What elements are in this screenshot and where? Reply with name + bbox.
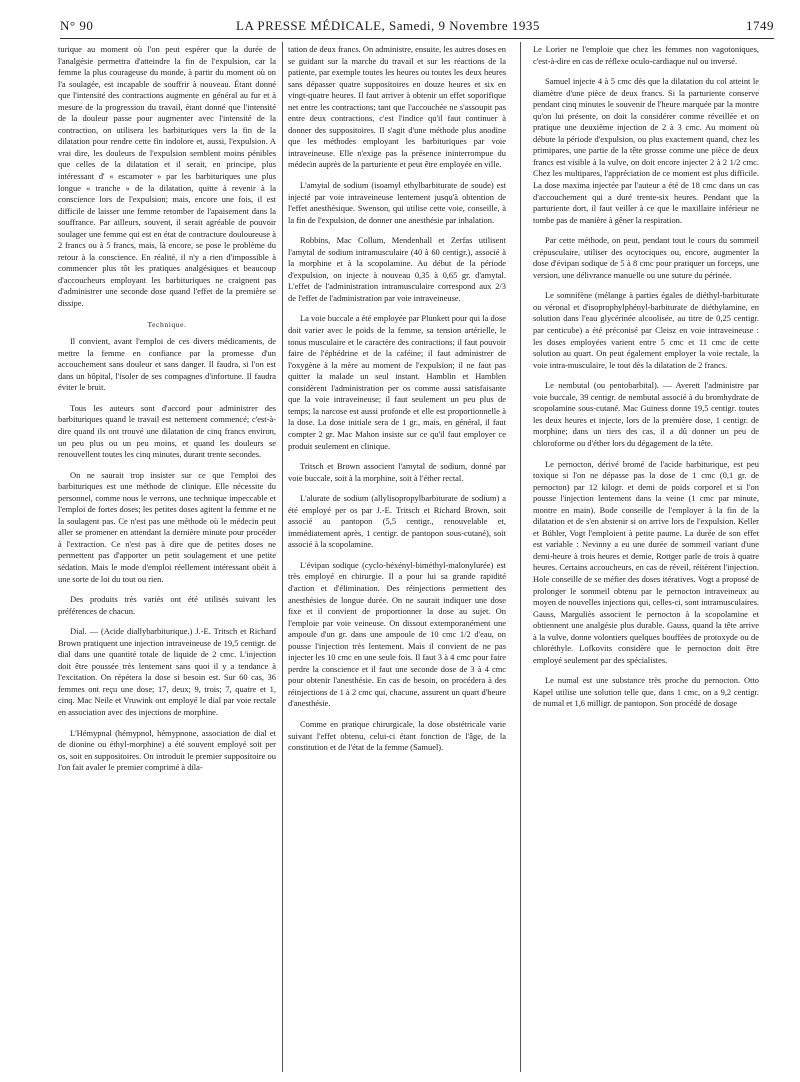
paragraph: La voie buccale a été employée par Plunkett pour qui la dose doit varier avec le poids de la femme, sa tension artérielle, le tonus musculaire et le caractère des contractions; il faut pouvoir faire de l'éphédrine et de la caféine; il faut administrer de l'oxygène à la mère au moment de l'expulsion; il ne faut pas quitter la malade un seul instant. Hamblin et Hamblen considèrent l'administration per os comme aussi satisfaisante que la voie intraveineuse; il faut seulement un peu plus de temps; la narcose est aussi profonde et elle est proportionnelle à la dose. La dose initiale sera de 1 gr., mais, en général, il faut compter 2 gr. Mac Mahon insiste sur ce qu'il faut employer ce produit seulement en clinique. — [288, 313, 506, 451]
paragraph: Le somnifène (mélange à parties égales de diéthyl-barbiturate ou véronal et d'isoprophylphényl-barbiturate de diéthylamine, en solution dans l'eau glycérinée alcoolisée, au titre de 0,25 centigr. par centicube) a été préconisé par Cleisz en voie intraveineuse : les doses employées varient entre 5 cmc et 11 cmc de cette solution au quart. On peut également employer la voie rectale, la voie intra-musculaire, le tout dès la dilatation de 2 francs. — [533, 290, 759, 370]
paragraph: Tritsch et Brown associent l'amytal de sodium, donné par voie buccale, soit à la morphine, soit à l'éther rectal. — [288, 461, 506, 483]
paragraph: Robbins, Mac Collum, Mendenhall et Zerfas utilisent l'amytal de sodium intramusculaire (40 à 60 centigr.), associé à la morphine et à la scopolamine. Au début de la période d'expulsion, on injecte à nouveau 0,35 à 0,65 gr. d'amytal. L'effet de l'administration intramusculaire correspond aux 2/3 de l'effet de l'administration par voie intraveineuse. — [288, 235, 506, 303]
paragraph: On ne saurait trop insister sur ce que l'emploi des barbituriques est une méthode de clinique. Elle nécessite du personnel, comme nous le verrons, une technique impeccable et l'emploi de fortes doses; les petites doses agitent la femme et ne la soulagent pas. Ce n'est pas une méthode où le médecin peut aller se promener en attendant la dernière minute pour procéder à l'extraction. Ce n'est pas à dire que de petites doses ne permettent pas d'apporter un petit soulagement et une petite sédation. Mais le mode d'emploi réellement intéressant obéit à une sorte de loi du tout ou rien. — [58, 469, 276, 584]
header-rule — [60, 38, 774, 39]
paragraph: Le Lorier ne l'emploie que chez les femmes non vagotoniques, c'est-à-dire en cas de réflexe oculo-cardiaque nul ou inversé. — [533, 44, 759, 66]
paragraph: Comme en pratique chirurgicale, la dose obstétricale varie suivant l'effet obtenu, celui-ci étant fonction de l'âge, de la constitution et de l'état de la femme (Samuel). — [288, 718, 506, 753]
journal-title: LA PRESSE MÉDICALE, Samedi, 9 Novembre 1935 — [236, 18, 540, 33]
page-number: 1749 — [746, 18, 774, 33]
paragraph: Par cette méthode, on peut, pendant tout le cours du sommeil crépusculaire, utiliser des ocytociques ou, encore, augmenter la dose d'évipan sodique de 5 à 8 cmc pour pratiquer un forceps, une version, une délivrance manuelle ou une suture du périnée. — [533, 235, 759, 280]
paragraph: Des produits très variés ont été utilisés suivant les préférences de chacun. — [58, 594, 276, 616]
text-column-1 — [58, 44, 276, 783]
paragraph: Le pernocton, dérivé bromé de l'acide barbiturique, est peu toxique si l'on ne dépasse pas la dose de 1 cmc (0,1 gr. de pernocton) par 12 kilogr. et demi de poids corporel et si l'on pousse l'injection lentement dans la veine (1 cmc par minute, montre en main). Bode conseille de l'employer à la fin de la dilatation et de s'en abstenir si on arrive lors de l'expulsion. Keller et Bühler, Vogt l'emploient à petite paume. La durée de son effet est variable : Nevinny a eu une durée de sommeil variant d'une demi-heure à trois heures et demie, Rottger parle de trois à quatre heures. Certains accoucheurs, en cas de réveil, réitèrent l'injection. Hole conseille de se méfier des doses itératives. Vogt a proposé de prolonger le sommeil obtenu par le pernocton intraveineux au moyen de nouvelles injections qui, celles-ci, sont intramusculaires. Gauss, Marguliès associent le pernocton à la scopolamine et obtiennent une analgésie plus durable. Gauss, quand la tête arrive à la vulve, donne volontiers quelques bouffées de protoxyde ou de chloréthyle. Lofkovits considère que le pernocton doit être employé seulement par des spécialistes. — [533, 458, 759, 665]
page-header — [60, 18, 774, 34]
paragraph: L'alurate de sodium (allylisopropylbarbiturate de sodium) a été employé per os par J.-E. Tritsch et Richard Brown, soit associé au pantopon (5,5 centigr., renouvelable et, immédiatement après, 1 centigr. de pantopon sous-cutané), soit associé à la scopolamine. — [288, 493, 506, 550]
paragraph: Samuel injecte 4 à 5 cmc dès que la dilatation du col atteint le diamètre d'une pièce de deux francs. Si la parturiente conserve pendant cinq minutes le souvenir de l'heure marquée par la montre qu'on lui présente, on doit la considérer comme réveillée et on pratique une deuxième injection de 2 à 3 cmc. Au moment où débute la période d'expulsion, ou plus exactement quand, chez les primipares, une partie de la tête grosse comme une pièce de deux francs est visible à la vulve, on doit encore injecter 2 à 2 1/2 cmc. Chez les multipares, l'appréciation de ce moment est plus difficile. La dose maxima injectée par l'auteur a été de 18 cmc dans un cas d'accouchement qui a duré trente-six heures. Pendant que la parturiente dort, il faut veiller à ce que le maxillaire inférieur ne tombe pas de manière à gêner la respiration. — [533, 76, 759, 225]
paragraph: Dial. — (Acide diallybarbiturique.) J.-E. Tritsch et Richard Brown pratiquent une injection intraveineuse de 19,5 centigr. de dial dans une quantité totale de liquide de 2 cmc. L'injection doit être poussée très lentement sans quoi il y a tendance à l'excitation. On répétera la dose si besoin est. Sur 60 cas, 36 femmes ont reçu une dose; 17, deux; 9, trois; 7, quatre et 1, cinq. Mac Neile et Vruwink ont employé le dial par voie rectale en association avec des injections de morphine. — [58, 626, 276, 717]
paragraph: tation de deux francs. On administre, ensuite, les autres doses en se guidant sur la marche du travail et sur les réactions de la patiente, par exemple toutes les heures ou toutes les deux heures sans dépasser quatre suppositoires en douze heures et six en vingt-quatre heures. Il faut arriver à obtenir un effet soporifique net entre les contractions; tant que l'accouchée ne s'assoupit pas entre deux contractions, c'est l'indice qu'il faut continuer à donner des suppositoires. Il s'agit d'une méthode plus anodine que les méthodes employant les barbituriques par voie intraveineuse. Elle n'exige pas la présence ininterrompue du médecin auprès de la parturiente et peut être employée en ville. — [288, 44, 506, 170]
paragraph: Le numal est une substance très proche du pernocton. Otto Kapel utilise une solution telle que, dans 1 cmc, on a 9,2 centigr. de numal et 1,6 milligr. de pantopon. Son procédé de dosage — [533, 675, 759, 709]
column-divider — [282, 42, 283, 1072]
paragraph: Il convient, avant l'emploi de ces divers médicaments, de mettre la femme en confiance par la promesse d'un accouchement sans douleur et sans danger. Il faudra, si l'on est dans un hôpital, l'isoler de ses compagnes d'infortune. Il faudra éviter le bruit. — [58, 336, 276, 393]
paragraph: turique au moment où l'on peut espérer que la durée de l'analgésie permettra d'atteindre la fin de l'expulsion, car la femme la plus courageuse du monde, à partir du moment où on l'a soulagée, est incapable de souffrir à nouveau. Étant donné que l'intensité des contractions augmente en général au fur et à mesure de la progression du travail, étant donné que l'intensité de la douleur passe pour augmenter avec l'intensité de la contraction, on utilisera les barbituriques vers la fin de la dilatation pour rendre cette fin indolore et, aussi, l'expulsion. A vrai dire, les douleurs de l'expulsion semblent moins pénibles que celles de la dilatation et il serait, en principe, plus intéressant d' « escamoter » par les barbituriques une plus longue « tranche » de la dilatation, quitte à revenir à la conscience lors de l'expulsion; mais, encore une fois, il est difficile de laisser une femme retomber de l'apaisement dans la souffrance. Par ailleurs, souvent, il serait agréable de pouvoir soulager une femme qui est en état de contracture douloureuse à 2 francs ou à 5 francs, mais, là encore, se pose le problème du retour à la conscience. En réalité, il n'y a rien d'impossible à commencer plus tôt les pratiques analgésiques et beaucoup d'accoucheurs employant les barbituriques ne craignent pas d'administrer une seconde dose quand l'effet de la première se dissipe. — [58, 44, 276, 309]
text-column-3 — [533, 44, 759, 719]
column-divider — [520, 42, 521, 1072]
paragraph: Le nembutal (ou pentobarbital). — Averett l'administre par voie buccale, 39 centigr. de nembutal associé à du bromhydrate de scopolamine sous-cutané. Mac Guiness donne 19,5 centigr. toutes les deux heures et injecte, lors de la première dose, 1 centigr. de morphine; dans un tiers des cas, il a dû donner un peu de chloroforme ou d'éther lors du dégagement de la tête. — [533, 380, 759, 448]
issue-number: N° 90 — [60, 18, 94, 33]
paragraph: Tous les auteurs sont d'accord pour administrer des barbituriques quand le travail est nettement commencé; c'est-à-dire quand ils ont trouvé une dilatation de cinq francs environ, un peu plus ou un peu moins, et quand les douleurs se renouvellent toutes les cinq minutes, durant trente secondes. — [58, 402, 276, 460]
paragraph: L'Hémypnal (hémypnol, hémypnone, association de dial et de dionine ou éthyl-morphine) a été souvent employé soit per os, soit en suppositoires. On introduit le premier suppositoire ou l'on fait avaler le premier comprimé à dila- — [58, 727, 276, 773]
section-heading: Technique. — [147, 319, 187, 329]
paragraph: L'évipan sodique (cyclo-héxényl-biméthyl-malonylurée) est très employé en chirurgie. Il a pour lui sa grande rapidité d'action et d'élimination. Des réinjections permettent des anesthésies de longue durée. On ne saurait indiquer une dose fixe et il convient de proportionner la dose au sujet. On l'emploie par voie veineuse. On dissout extemporanément une ampoule d'un gr. dans une ampoule de 10 cmc 1/2 d'eau, on pousse l'injection très lentement. Mais il convient de ne pas injecter les 10 cmc en une seule fois. Il faut 3 à 4 cmc pour faire perdre la conscience et il faut une seconde dose de 3 à 4 cmc pour obtenir l'anesthésie. En cas de besoin, on procédera à des réinjections de 1 à 2 cmc qui, chacune, assurent un quart d'heure d'anesthésie. — [288, 559, 506, 709]
text-column-2 — [288, 44, 506, 763]
paragraph: L'amytal de sodium (isoamyl ethylbarbiturate de soude) est injecté par voie intraveineuse lentement jusqu'à obtention de l'effet anesthésique. Swenson, qui utilise cette voie, conseille, à la fin de l'expulsion, de donner une anesthésie par inhalation. — [288, 180, 506, 225]
